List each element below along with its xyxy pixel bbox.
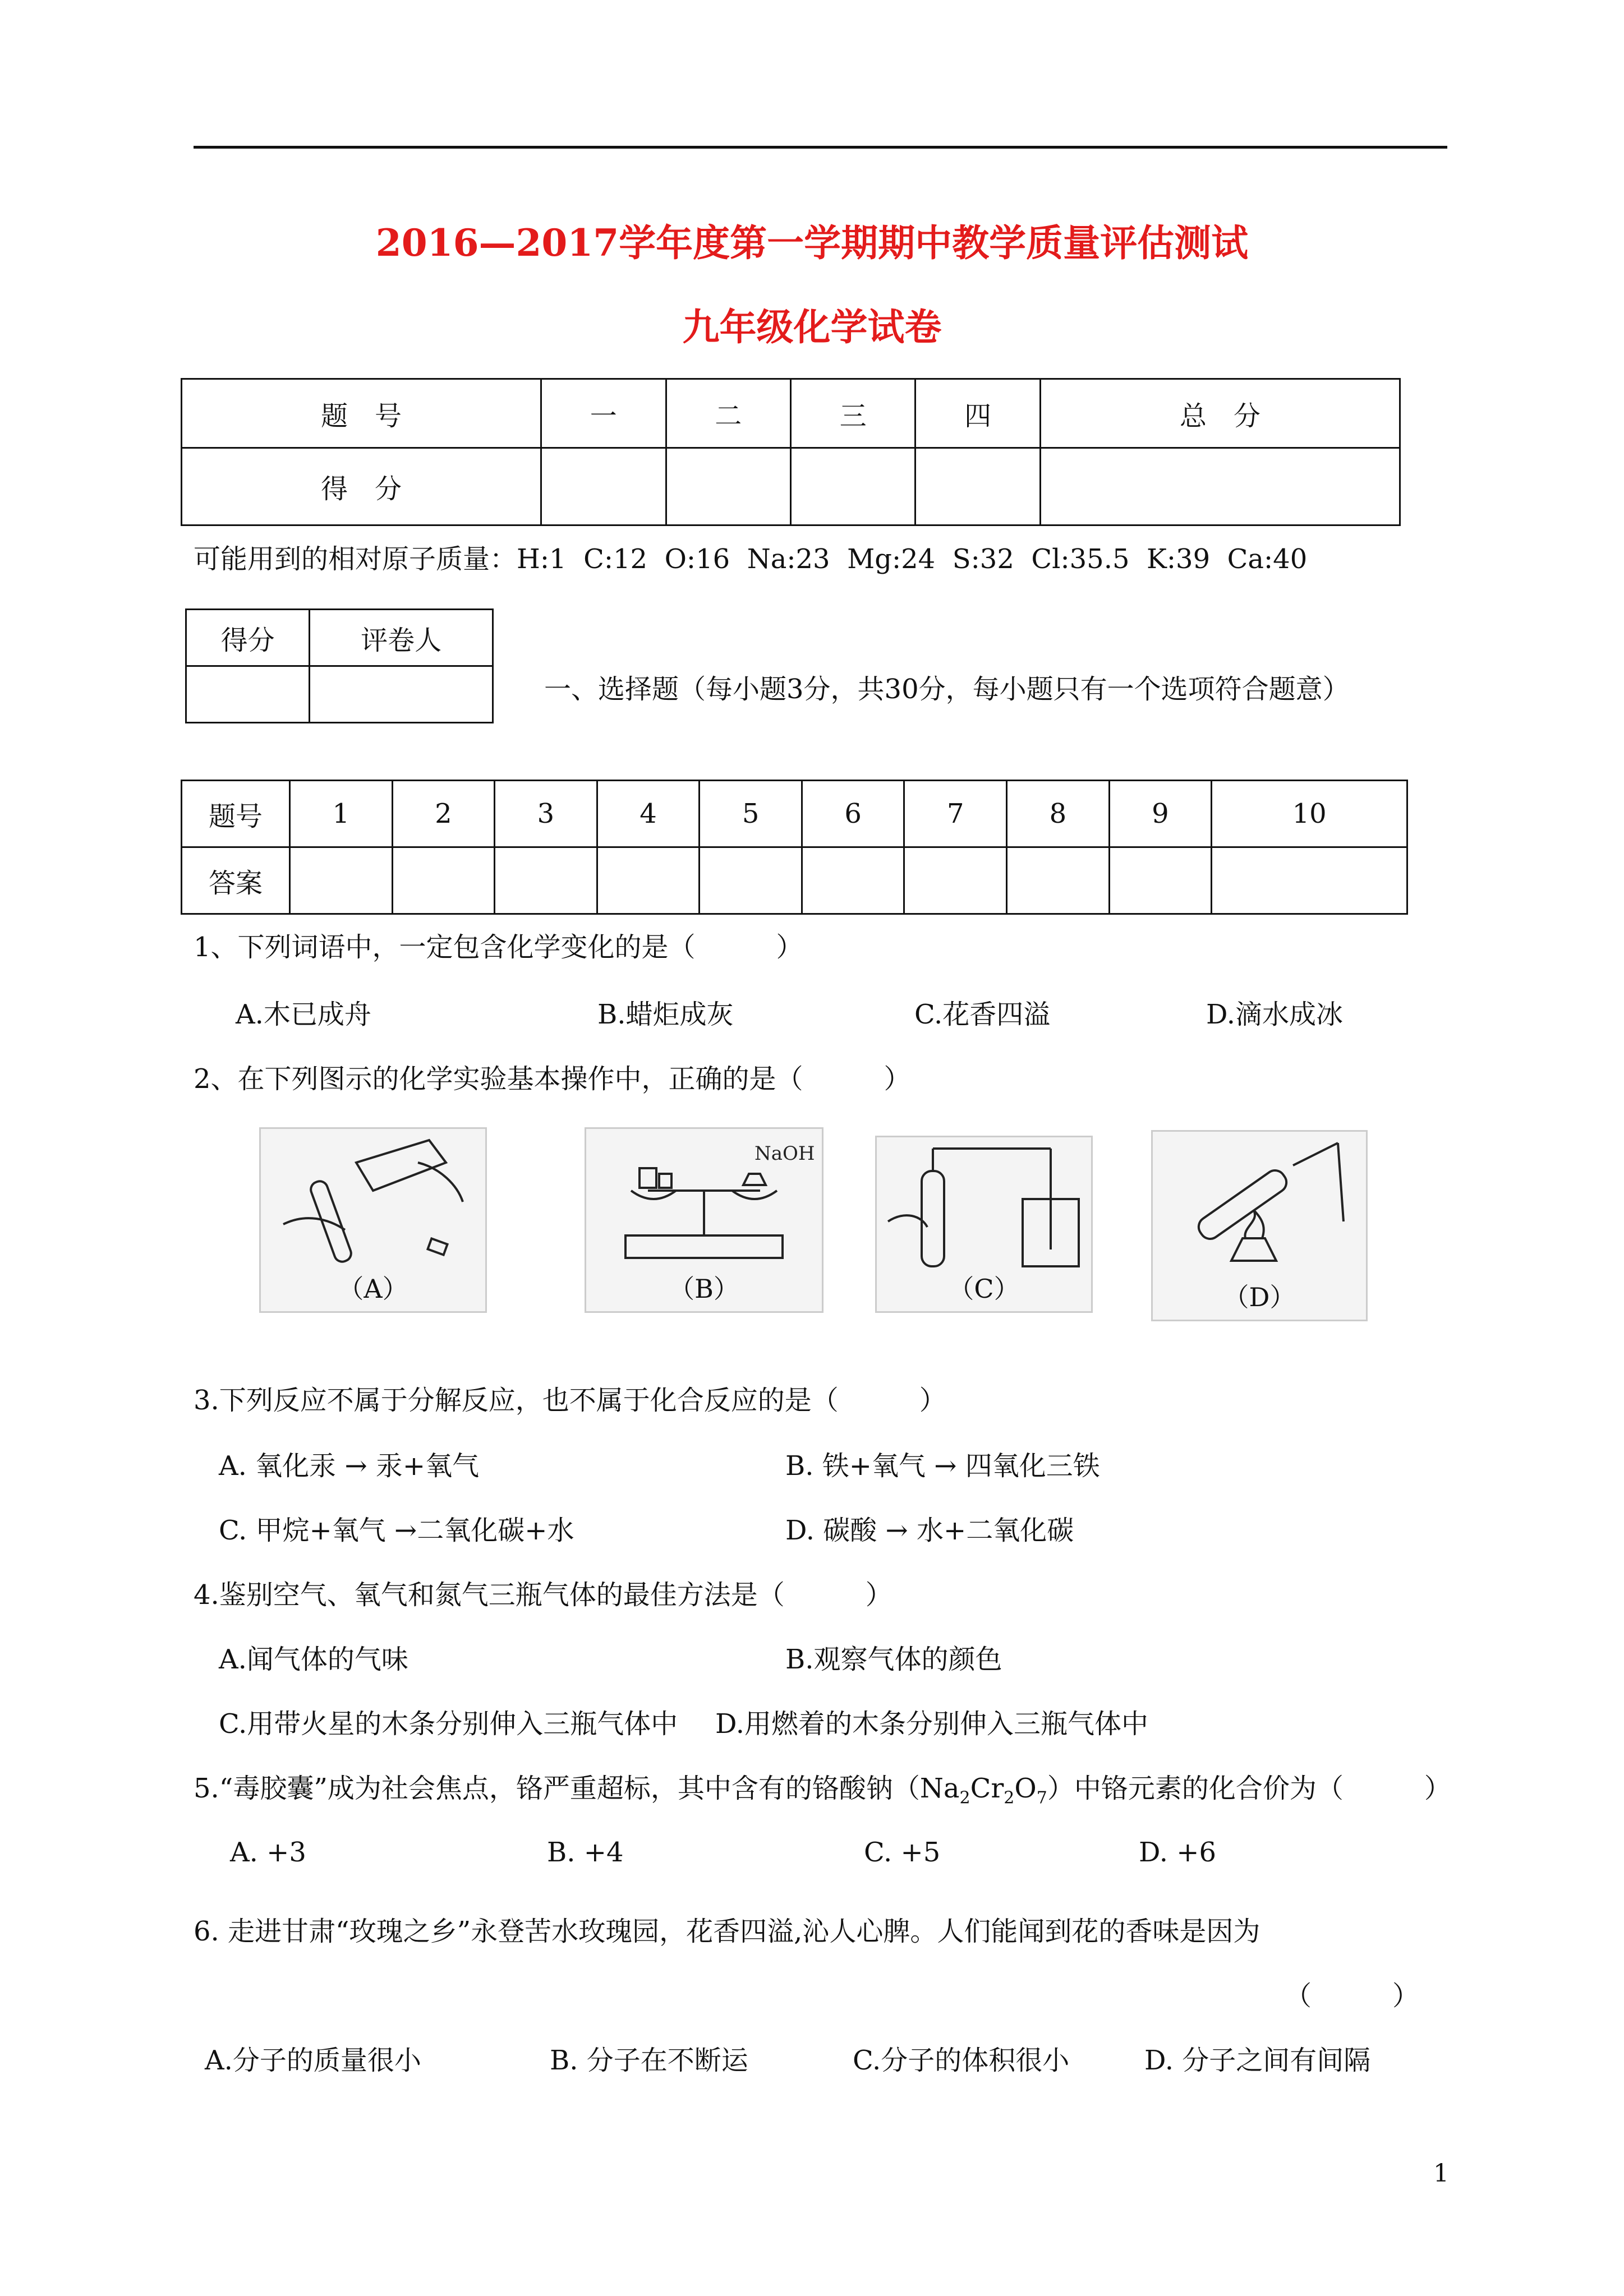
q3-option-b: B. 铁+氧气 → 四氧化三铁 bbox=[785, 1450, 1100, 1482]
grader-table bbox=[185, 608, 494, 723]
figure-a bbox=[259, 1127, 487, 1313]
page-number: 1 bbox=[1433, 2159, 1449, 2188]
q6-stem: 6. 走进甘肃“玫瑰之乡”永登苦水玫瑰园，花香四溢,沁人心脾。人们能闻到花的香味是因为 bbox=[194, 1916, 1260, 1947]
figure-b-label: （B） bbox=[669, 1274, 739, 1304]
score-header: 一 bbox=[541, 379, 666, 448]
question-number: 3 bbox=[495, 781, 597, 847]
q1-option-c: C.花香四溢 bbox=[914, 999, 1051, 1030]
balance-scale-icon bbox=[586, 1129, 822, 1275]
figure-d-label: （D） bbox=[1223, 1282, 1296, 1312]
answer-cell[interactable] bbox=[802, 847, 904, 914]
pouring-liquid-icon bbox=[261, 1129, 485, 1275]
q1-option-a: A.木已成舟 bbox=[236, 999, 371, 1030]
q5-option-d: D. +6 bbox=[1139, 1837, 1217, 1868]
figure-a-label: （A） bbox=[338, 1274, 408, 1304]
top-rule bbox=[194, 146, 1447, 149]
q6-option-b: B. 分子在不断运 bbox=[550, 2045, 748, 2076]
q3-option-a: A. 氧化汞 → 汞+氧气 bbox=[219, 1450, 480, 1482]
q1-option-b: B.蜡炬成灰 bbox=[597, 999, 734, 1030]
grader-name-cell[interactable] bbox=[310, 666, 493, 723]
question-number: 8 bbox=[1007, 781, 1110, 847]
answer-cell[interactable] bbox=[392, 847, 495, 914]
grader-score-label: 得分 bbox=[186, 610, 310, 666]
question-number: 4 bbox=[597, 781, 700, 847]
question-number: 2 bbox=[392, 781, 495, 847]
q3-option-d: D. 碳酸 → 水+二氧化碳 bbox=[785, 1515, 1074, 1546]
question-number: 5 bbox=[700, 781, 802, 847]
figure-c bbox=[875, 1136, 1093, 1313]
q3-stem: 3.下列反应不属于分解反应，也不属于化合反应的是（ ） bbox=[194, 1385, 946, 1416]
q3-option-c: C. 甲烷+氧气 →二氧化碳+水 bbox=[219, 1515, 574, 1546]
exam-title: 2016—2017学年度第一学期期中教学质量评估测试 bbox=[375, 221, 1249, 265]
q4-option-d: D.用燃着的木条分别伸入三瓶气体中 bbox=[715, 1708, 1149, 1740]
q6-option-c: C.分子的体积很小 bbox=[853, 2045, 1070, 2076]
score-header: 三 bbox=[790, 379, 915, 448]
question-number: 1 bbox=[290, 781, 393, 847]
q4-option-b: B.观察气体的颜色 bbox=[785, 1644, 1002, 1675]
q5-stem: 5.“毒胶囊”成为社会焦点，铬严重超标，其中含有的铬酸钠$(Na_2Cr_2O_7)$中铬元素的化合价为（ ） bbox=[194, 1773, 1451, 1808]
grader-name-label: 评卷人 bbox=[310, 610, 493, 666]
answer-cell[interactable] bbox=[904, 847, 1007, 914]
q5-option-c: C. +5 bbox=[864, 1837, 941, 1868]
answer-row-label: 答案 bbox=[182, 847, 290, 914]
answer-cell[interactable] bbox=[1212, 847, 1407, 914]
q6-blank: （ ） bbox=[1285, 1980, 1420, 2012]
section1-heading: 一、选择题（每小题3分，共30分，每小题只有一个选项符合题意） bbox=[544, 674, 1350, 705]
score-cell[interactable] bbox=[790, 448, 915, 525]
answer-row-label: 题号 bbox=[182, 781, 290, 847]
question-number: 6 bbox=[802, 781, 904, 847]
q5-option-b: B. +4 bbox=[547, 1837, 624, 1868]
heating-test-tube-icon bbox=[1153, 1132, 1366, 1283]
answer-cell[interactable] bbox=[290, 847, 393, 914]
figure-c-label: （C） bbox=[948, 1274, 1020, 1304]
score-cell[interactable] bbox=[541, 448, 666, 525]
grader-score-cell[interactable] bbox=[186, 666, 310, 723]
score-header: 二 bbox=[666, 379, 790, 448]
score-header: 四 bbox=[915, 379, 1040, 448]
answer-table bbox=[181, 780, 1408, 915]
figure-b bbox=[585, 1127, 823, 1313]
question-number: 9 bbox=[1109, 781, 1212, 847]
score-cell[interactable] bbox=[666, 448, 790, 525]
score-cell[interactable] bbox=[915, 448, 1040, 525]
answer-cell[interactable] bbox=[597, 847, 700, 914]
question-number: 7 bbox=[904, 781, 1007, 847]
gas-tightness-check-icon bbox=[877, 1137, 1091, 1275]
score-row-label: 得 分 bbox=[182, 448, 541, 525]
q4-stem: 4.鉴别空气、氧气和氮气三瓶气体的最佳方法是（ ） bbox=[194, 1579, 892, 1611]
figure-d bbox=[1151, 1130, 1368, 1321]
exam-subtitle: 九年级化学试卷 bbox=[682, 305, 942, 349]
atomic-masses: 可能用到的相对原子质量：H:1 C:12 O:16 Na:23 Mg:24 S:32 Cl:35.5 K:39 Ca:40 bbox=[194, 543, 1308, 575]
answer-cell[interactable] bbox=[1007, 847, 1110, 914]
naoh-label: NaOH bbox=[755, 1142, 815, 1165]
question-number: 10 bbox=[1212, 781, 1407, 847]
q1-stem: 1、下列词语中，一定包含化学变化的是（ ） bbox=[194, 932, 803, 963]
q1-option-d: D.滴水成冰 bbox=[1206, 999, 1344, 1030]
score-cell[interactable] bbox=[1040, 448, 1400, 525]
q2-stem: 2、在下列图示的化学实验基本操作中，正确的是（ ） bbox=[194, 1063, 911, 1095]
q4-option-a: A.闻气体的气味 bbox=[219, 1644, 408, 1675]
q5-option-a: A. +3 bbox=[230, 1837, 306, 1868]
score-header: 题 号 bbox=[182, 379, 541, 448]
answer-cell[interactable] bbox=[495, 847, 597, 914]
q6-option-d: D. 分子之间有间隔 bbox=[1144, 2045, 1371, 2076]
q6-option-a: A.分子的质量很小 bbox=[205, 2045, 421, 2076]
q4-option-c: C.用带火星的木条分别伸入三瓶气体中 bbox=[219, 1708, 678, 1740]
answer-cell[interactable] bbox=[700, 847, 802, 914]
score-header: 总 分 bbox=[1040, 379, 1400, 448]
score-table bbox=[181, 378, 1401, 526]
answer-cell[interactable] bbox=[1109, 847, 1212, 914]
